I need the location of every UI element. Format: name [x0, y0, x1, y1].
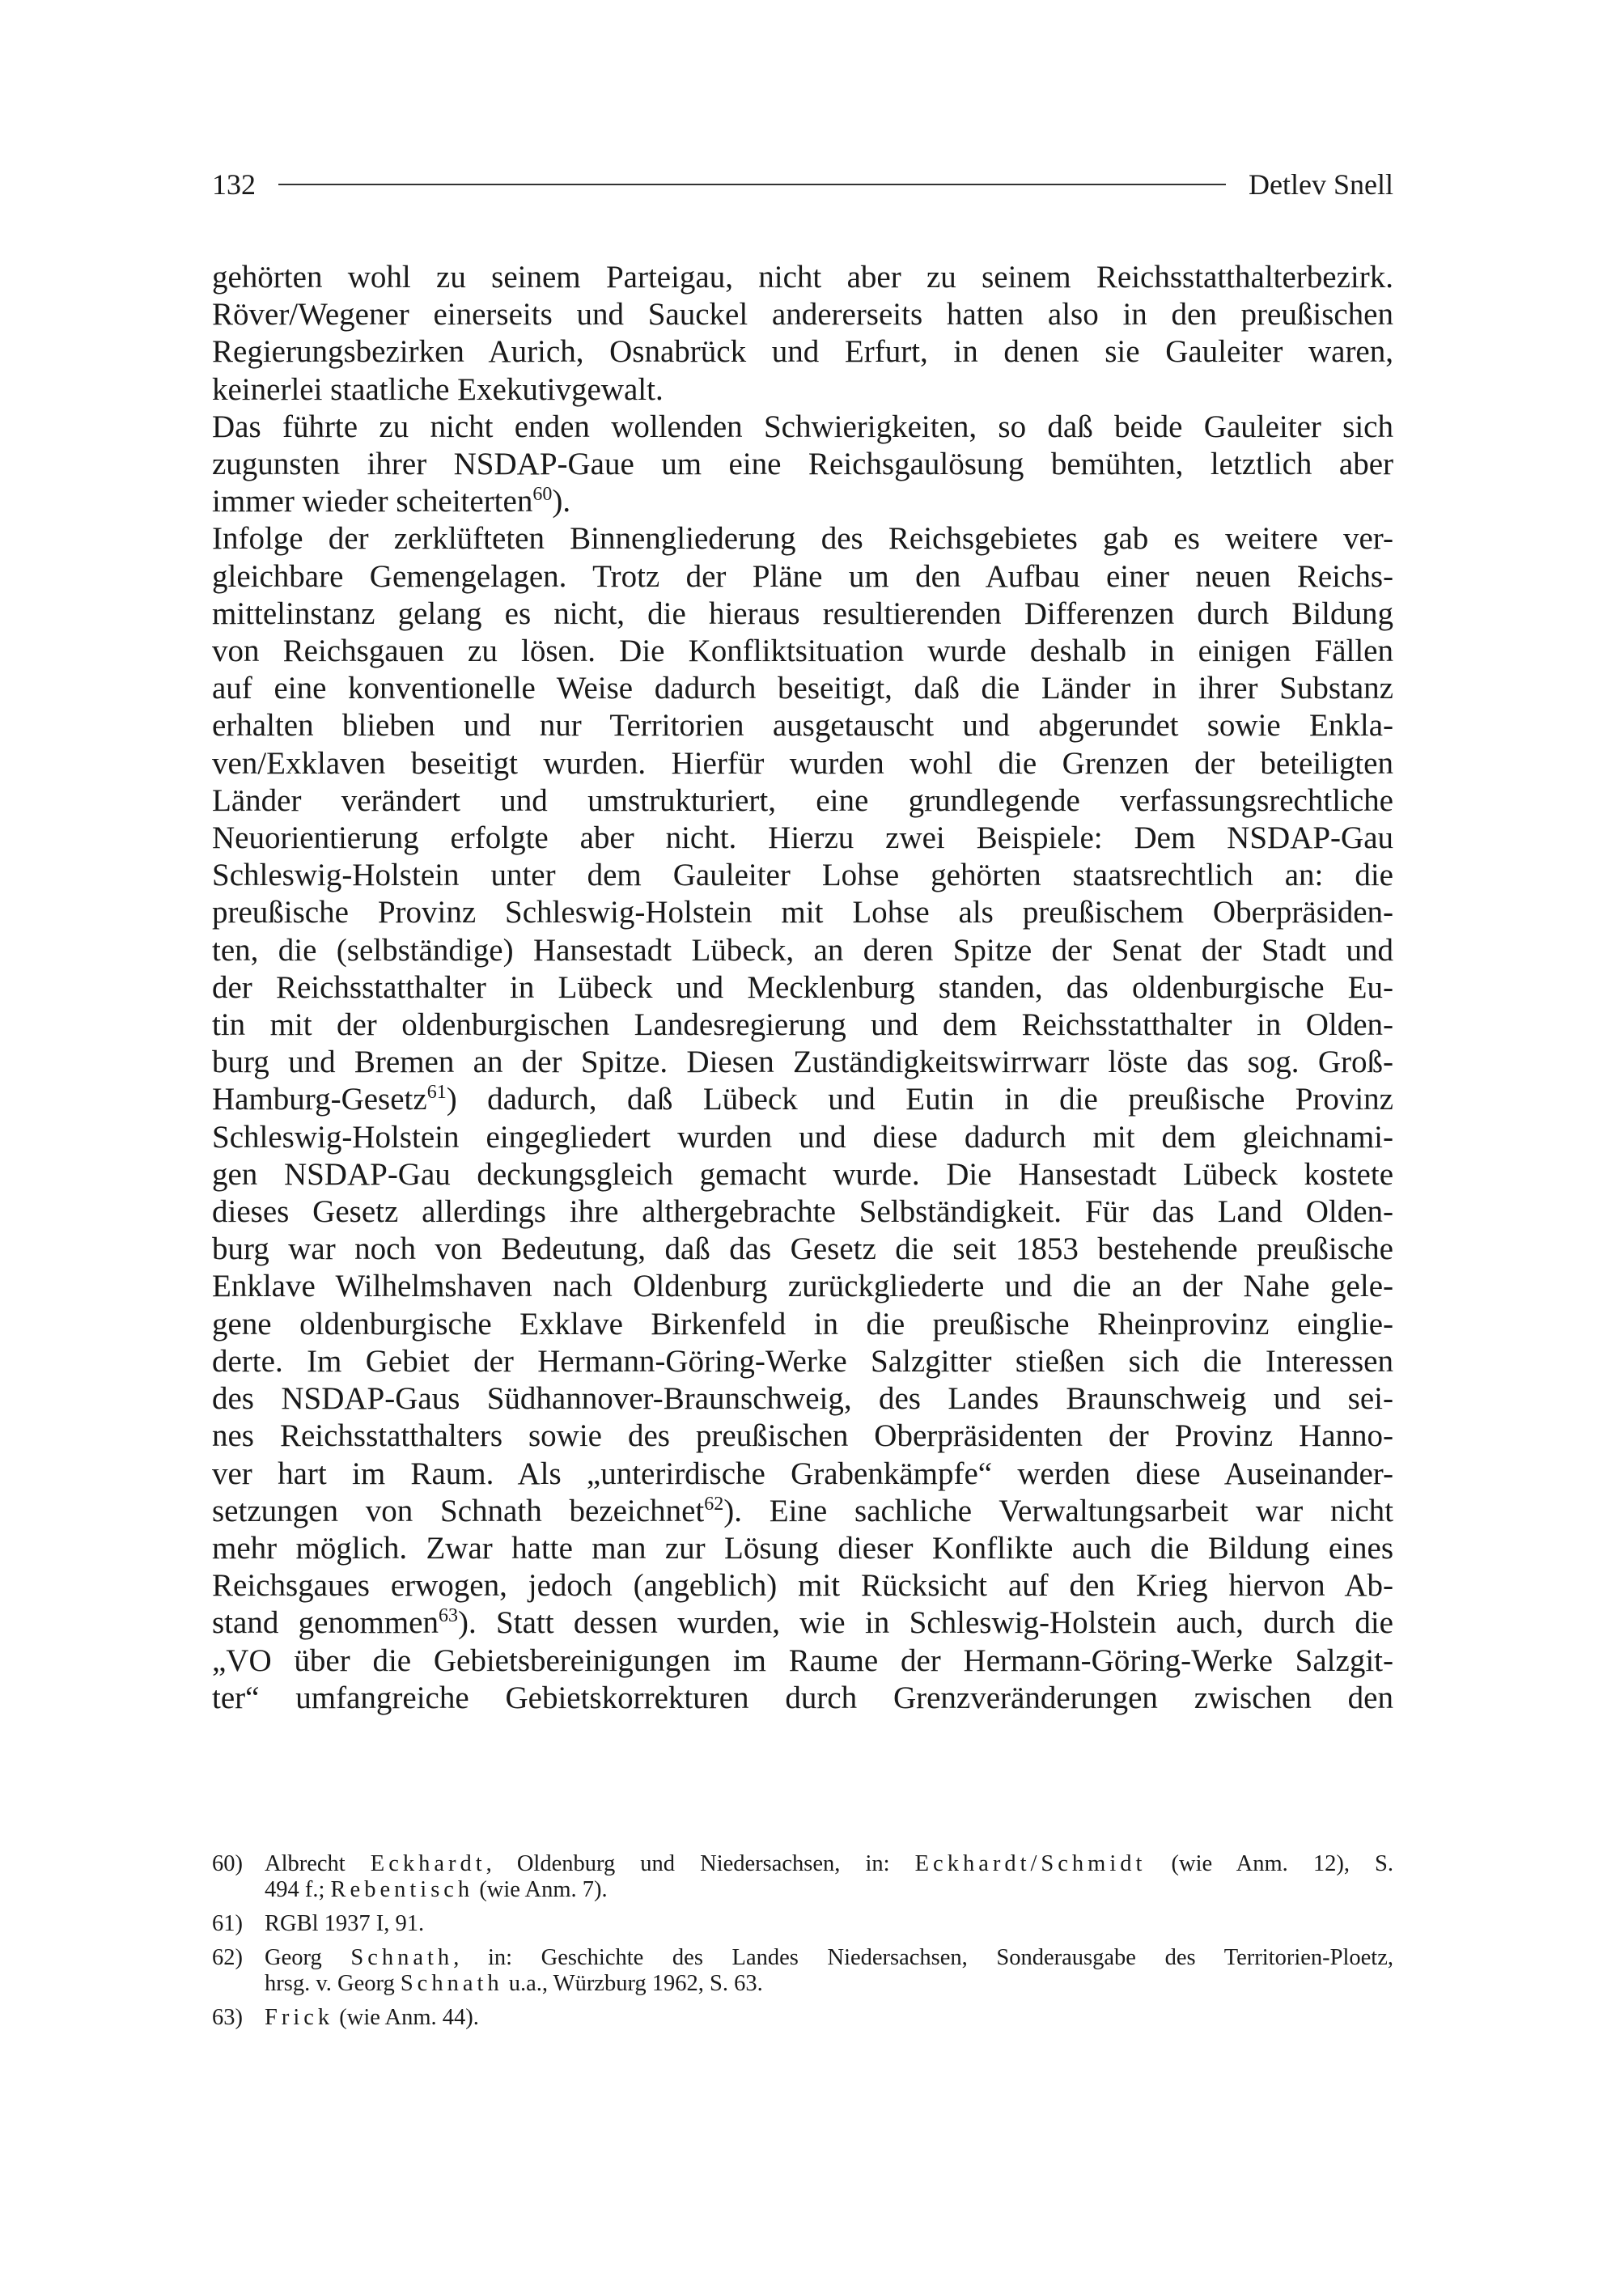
- text-line: [212, 1081, 1393, 1118]
- text-line: von Reichsgauen zu lösen. Die Konfliktsituation wurde deshalb in einigen Fällen: [212, 634, 1393, 669]
- text-line: Röver/Wegener einerseits und Sauckel andererseits hatten also in den preußischen: [212, 297, 1393, 333]
- text-line: derte. Im Gebiet der Hermann-Göring-Werke Salzgitter stießen sich die Interessen: [212, 1343, 1393, 1379]
- author-name: Schnath: [400, 1971, 503, 1996]
- text-line: der Reichsstatthalter in Lübeck und Mecklenburg standen, das oldenburgische Eu-: [212, 969, 1393, 1005]
- text-fragment: (wie Anm. 7).: [473, 1877, 608, 1902]
- author-name: Frick: [265, 2005, 334, 2030]
- text-line: „VO über die Gebietsbereinigungen im Raume der Hermann-Göring-Werke Salzgit-: [212, 1642, 1393, 1678]
- text-fragment: , in: Geschichte des Landes Niedersachsen, Sonderausgabe des Territorien-Ploetz,: [453, 1945, 1393, 1970]
- text-fragment: hrsg. v. Georg: [265, 1971, 401, 1996]
- text-fragment: stand genommen: [212, 1605, 439, 1641]
- text-line: burg und Bremen an der Spitze. Diesen Zuständigkeitswirrwarr löste das sog. Groß-: [212, 1045, 1393, 1080]
- text-fragment: Hamburg-Gesetz: [212, 1082, 427, 1117]
- main-text: [212, 259, 1393, 1717]
- text-line: Infolge der zerklüfteten Binnengliederung des Reichsgebietes gab es weitere ver-: [212, 521, 1393, 557]
- text-fragment: 494 f.;: [265, 1877, 331, 1902]
- text-line: Länder verändert und umstrukturiert, eine grundlegende verfassungsrechtliche: [212, 782, 1393, 818]
- author-name: Eckhardt: [370, 1851, 486, 1876]
- footnote-ref-62: 62: [704, 1493, 724, 1515]
- text-line: Schleswig-Holstein eingegliedert wurden und diese dadurch mit dem gleichnami-: [212, 1119, 1393, 1155]
- text-fragment: setzungen von Schnath bezeichnet: [212, 1493, 705, 1528]
- text-line: zugunsten ihrer NSDAP-Gaue um eine Reichsgaulösung bemühten, letztlich aber: [212, 447, 1393, 482]
- text-fragment: (wie Anm. 44).: [333, 2005, 479, 2030]
- footnote-line: RGBl 1937 I, 91.: [265, 1911, 425, 1936]
- footnote-line: [265, 1877, 1393, 1903]
- footnote-ref-60: 60: [532, 484, 553, 506]
- text-line: gen NSDAP-Gau deckungsgleich gemacht wurde. Die Hansestadt Lübeck kostete: [212, 1156, 1393, 1192]
- text-line: ten, die (selbständige) Hansestadt Lübeck, an deren Spitze der Senat der Stadt und: [212, 932, 1393, 968]
- text-line: keinerlei staatliche Exekutivgewalt.: [212, 371, 664, 407]
- footnote-ref-63: 63: [438, 1605, 458, 1627]
- text-line: burg war noch von Bedeutung, daß das Gesetz die seit 1853 bestehende preußische: [212, 1231, 1393, 1267]
- footnote-61: [212, 1911, 1393, 1937]
- footnote-number: 60): [212, 1851, 243, 1876]
- author-name: Schnath: [350, 1945, 454, 1970]
- text-line: mehr möglich. Zwar hatte man zur Lösung dieser Konflikte auch die Bildung eines: [212, 1530, 1393, 1566]
- text-fragment: u.a., Würzburg 1962, S. 63.: [502, 1971, 763, 1996]
- text-line: Regierungsbezirken Aurich, Osnabrück und Erfurt, in denen sie Gauleiter waren,: [212, 334, 1393, 370]
- page-number: 132: [212, 168, 256, 201]
- text-fragment: ). Eine sachliche Verwaltungsarbeit war nicht: [723, 1493, 1393, 1528]
- footnote-line: [265, 1851, 1393, 1877]
- page-header: [212, 162, 1393, 207]
- text-line: ter“ umfangreiche Gebietskorrekturen durch Grenzveränderungen zwischen den: [212, 1680, 1393, 1715]
- text-fragment: (wie Anm. 12), S.: [1146, 1851, 1393, 1876]
- footnote-60: [212, 1851, 1393, 1903]
- footnote-ref-61: 61: [426, 1082, 447, 1104]
- text-line: Neuorientierung erfolgte aber nicht. Hierzu zwei Beispiele: Dem NSDAP-Gau: [212, 820, 1393, 856]
- footnote-63: [212, 2005, 1393, 2031]
- text-fragment: ). Statt dessen wurden, wie in Schleswig-Holstein auch, durch die: [457, 1605, 1393, 1641]
- author-name: Eckhardt/Schmidt: [914, 1851, 1147, 1876]
- text-line: erhalten blieben und nur Territorien ausgetauscht und abgerundet sowie Enkla-: [212, 708, 1393, 744]
- text-fragment: , Oldenburg und Niedersachsen, in:: [486, 1851, 915, 1876]
- text-line: [212, 1604, 1393, 1642]
- text-line: dieses Gesetz allerdings ihre althergebrachte Selbständigkeit. Für das Land Olden-: [212, 1194, 1393, 1230]
- text-fragment: ) dadurch, daß Lübeck und Eutin in die preußische Provinz: [446, 1082, 1393, 1117]
- text-fragment: Georg: [265, 1945, 351, 1970]
- text-fragment: immer wieder scheiterten: [212, 484, 533, 519]
- footnote-62: [212, 1945, 1393, 1997]
- paragraph-2: [212, 409, 1393, 521]
- text-line: Reichsgaues erwogen, jedoch (angeblich) mit Rücksicht auf den Krieg hiervon Ab-: [212, 1568, 1393, 1604]
- footnote-line: [265, 2005, 1393, 2031]
- running-head: Detlev Snell: [1249, 168, 1393, 201]
- text-line: ver hart im Raum. Als „unterirdische Grabenkämpfe“ werden diese Auseinander-: [212, 1456, 1393, 1491]
- text-line: auf eine konventionelle Weise dadurch beseitigt, daß die Länder in ihrer Substanz: [212, 671, 1393, 706]
- paragraph-1: [212, 259, 1393, 409]
- footnote-number: 62): [212, 1945, 243, 1970]
- footnotes: [212, 1851, 1393, 2039]
- text-line: nes Reichsstatthalters sowie des preußischen Oberpräsidenten der Provinz Hanno-: [212, 1418, 1393, 1454]
- text-line: Schleswig-Holstein unter dem Gauleiter Lohse gehörten staatsrechtlich an: die: [212, 858, 1393, 893]
- header-rule: [278, 184, 1226, 185]
- text-line: Das führte zu nicht enden wollenden Schwierigkeiten, so daß beide Gauleiter sich: [212, 409, 1393, 444]
- text-line: ven/Exklaven beseitigt wurden. Hierfür wurden wohl die Grenzen der beteiligten: [212, 745, 1393, 781]
- text-line: mittelinstanz gelang es nicht, die hieraus resultierenden Differenzen durch Bildung: [212, 596, 1393, 631]
- text-line: [212, 483, 1393, 520]
- text-line: preußische Provinz Schleswig-Holstein mit Lohse als preußischem Oberpräsiden-: [212, 895, 1393, 930]
- footnote-line: [265, 1945, 1393, 1971]
- text-fragment: Albrecht: [265, 1851, 371, 1876]
- text-line: gehörten wohl zu seinem Parteigau, nicht aber zu seinem Reichsstatthalterbezirk.: [212, 260, 1393, 295]
- text-fragment: ).: [552, 484, 571, 519]
- footnote-number: 63): [212, 2005, 243, 2030]
- text-line: gene oldenburgische Exklave Birkenfeld in die preußische Rheinprovinz einglie-: [212, 1306, 1393, 1341]
- text-line: gleichbare Gemengelagen. Trotz der Pläne um den Aufbau einer neuen Reichs-: [212, 558, 1393, 594]
- paragraph-3: [212, 520, 1393, 1717]
- author-name: Rebentisch: [330, 1877, 474, 1902]
- footnote-line: [265, 1971, 1393, 1997]
- text-line: Enklave Wilhelmshaven nach Oldenburg zurückgliederte und die an der Nahe gele-: [212, 1269, 1393, 1304]
- text-line: [212, 1493, 1393, 1530]
- footnote-number: 61): [212, 1911, 243, 1936]
- text-line: des NSDAP-Gaus Südhannover-Braunschweig, des Landes Braunschweig und sei-: [212, 1381, 1393, 1417]
- text-line: tin mit der oldenburgischen Landesregierung und dem Reichsstatthalter in Olden-: [212, 1007, 1393, 1043]
